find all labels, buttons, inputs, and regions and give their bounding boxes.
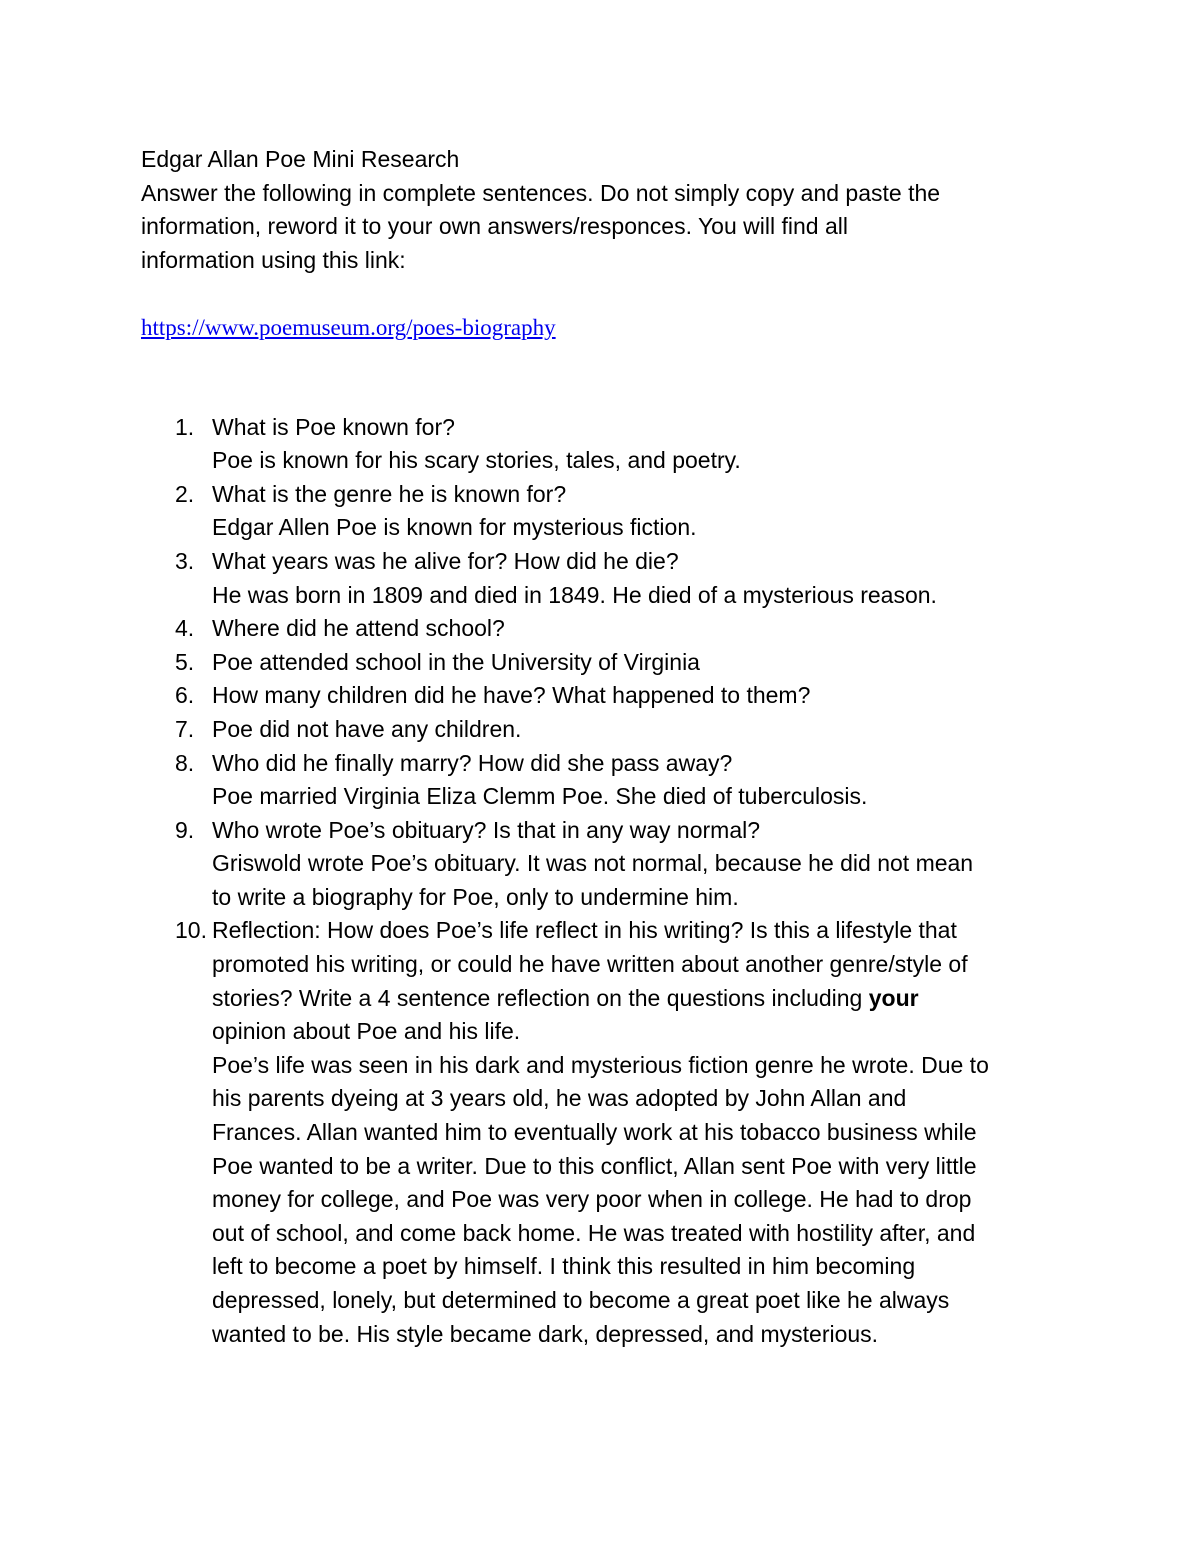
list-item <box>141 411 1071 478</box>
list-item <box>141 713 1071 747</box>
question-text <box>212 982 1071 1016</box>
instructions-line-3: information using this link: <box>141 246 406 273</box>
answer-text: his parents dyeing at 3 years old, he was adopted by John Allan and <box>212 1085 907 1112</box>
question-text: Who wrote Poe’s obituary? Is that in any way normal? <box>212 816 761 843</box>
item-number: 4. <box>175 615 195 642</box>
emphasis-word: your <box>868 984 919 1011</box>
item-number: 9. <box>175 816 195 843</box>
answer-text: Poe wanted to be a writer. Due to this conflict, Allan sent Poe with very little <box>212 1152 977 1179</box>
question-text: What is Poe known for? <box>212 413 455 440</box>
answer-text: Griswold wrote Poe’s obituary. It was not normal, because he did not mean <box>212 850 974 877</box>
answer-text: Poe is known for his scary stories, tales, and poetry. <box>212 447 741 474</box>
question-text: Where did he attend school? <box>212 615 505 642</box>
list-item <box>141 747 1071 814</box>
item-number: 8. <box>175 749 195 776</box>
answer-text: out of school, and come back home. He was treated with hostility after, and <box>212 1219 976 1246</box>
answer-text: Frances. Allan wanted him to eventually work at his tobacco business while <box>212 1119 977 1146</box>
answer-text: Poe did not have any children. <box>212 715 522 742</box>
document-title: Edgar Allan Poe Mini Research <box>141 146 460 172</box>
biography-link[interactable]: https://www.poemuseum.org/poes-biography <box>141 314 556 340</box>
list-item <box>141 646 1071 680</box>
answer-text: Poe’s life was seen in his dark and mysterious fiction genre he wrote. Due to <box>212 1051 989 1078</box>
answer-text: to write a biography for Poe, only to undermine him. <box>212 883 739 910</box>
item-number: 2. <box>175 480 195 507</box>
item-number: 1. <box>175 413 195 440</box>
question-text-segment: stories? Write a 4 sentence reflection on the questions including <box>212 984 869 1011</box>
question-text: How many children did he have? What happened to them? <box>212 682 811 709</box>
list-item <box>141 679 1071 713</box>
instructions-line-2: information, reword it to your own answers/responces. You will find all <box>141 213 848 240</box>
question-list <box>141 411 1071 1352</box>
answer-text: left to become a poet by himself. I think this resulted in him becoming <box>212 1253 916 1280</box>
list-item <box>141 545 1071 612</box>
question-text: opinion about Poe and his life. <box>212 1018 521 1045</box>
list-item <box>141 478 1071 545</box>
question-text: Reflection: How does Poe’s life reflect in his writing? Is this a lifestyle that <box>212 917 957 944</box>
answer-text: Poe married Virginia Eliza Clemm Poe. She died of tuberculosis. <box>212 783 868 810</box>
item-number: 6. <box>175 682 195 709</box>
item-number: 5. <box>175 648 195 675</box>
question-text: What is the genre he is known for? <box>212 480 567 507</box>
question-text: Who did he finally marry? How did she pass away? <box>212 749 733 776</box>
answer-text: Poe attended school in the University of Virginia <box>212 648 700 675</box>
instructions-line-1: Answer the following in complete sentences. Do not simply copy and paste the <box>141 179 941 206</box>
item-number: 3. <box>175 547 195 574</box>
item-number: 7. <box>175 715 195 742</box>
answer-text: He was born in 1809 and died in 1849. He died of a mysterious reason. <box>212 581 937 608</box>
question-text: What years was he alive for? How did he die? <box>212 547 679 574</box>
question-text: promoted his writing, or could he have written about another genre/style of <box>212 951 968 978</box>
answer-text: depressed, lonely, but determined to become a great poet like he always <box>212 1287 950 1313</box>
list-item <box>141 612 1071 646</box>
answer-text: wanted to be. His style became dark, depressed, and mysterious. <box>212 1320 879 1347</box>
list-item <box>141 914 1071 1351</box>
list-item <box>141 814 1071 915</box>
document-page <box>141 143 1071 1351</box>
answer-text: Edgar Allen Poe is known for mysterious fiction. <box>212 514 697 541</box>
answer-text: money for college, and Poe was very poor when in college. He had to drop <box>212 1186 972 1213</box>
link-line <box>141 311 1071 345</box>
item-number: 10. <box>175 917 207 944</box>
